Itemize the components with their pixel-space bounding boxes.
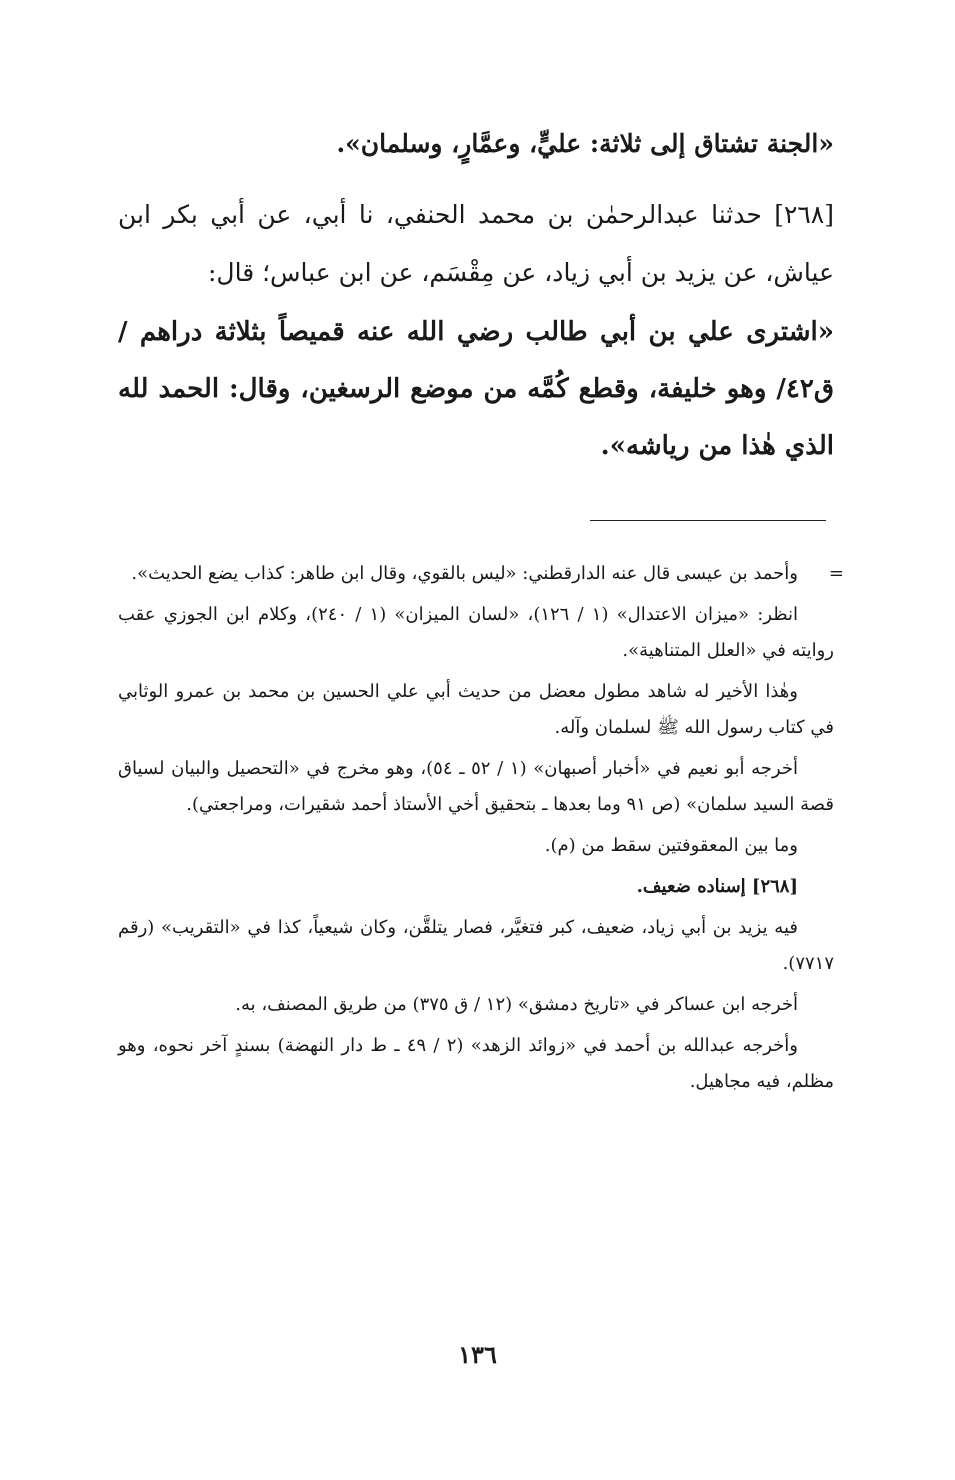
footnote-paragraph: انظر: «ميزان الاعتدال» (١ / ١٢٦)، «لسان الميزان» (١ / ٢٤٠)، وكلام ابن الجوزي عقب روايته في «العلل المتناهية». — [118, 604, 834, 661]
footnote-paragraph: فيه يزيد بن أبي زياد، ضعيف، كبر فتغيَّر، فصار يتلقَّن، وكان شيعياً، كذا في «التقريب» (رقم ٧٧١٧). — [118, 917, 834, 974]
hadith-267-ending — [118, 124, 834, 164]
isnad-text: حدثنا عبدالرحمٰن بن محمد الحنفي، نا أبي، عن أبي بكر ابن عياش، عن يزيد بن أبي زياد، عن مِقْسَم، عن ابن عباس؛ قال: — [118, 200, 834, 287]
footnote-separator — [590, 520, 826, 521]
hadith-number: [٢٦٨] — [774, 200, 835, 229]
matn-text: «اشترى علي بن أبي طالب رضي الله عنه قميصاً بثلاثة دراهم /ق٤٢/ وهو خليفة، وقطع كُمَّه من موضع الرسغين، وقال: الحمد لله الذي هٰذا من رياشه». — [118, 317, 835, 461]
footnote-paragraph: وهٰذا الأخير له شاهد مطول معضل من حديث أبي علي الحسين بن محمد بن عمرو الوثابي في كتاب رسول الله ﷺ لسلمان وآله. — [118, 681, 834, 738]
hadith-268-matn — [118, 304, 834, 475]
footnote-paragraph: وما بين المعقوفتين سقط من (م). — [544, 835, 798, 856]
hadith-267-text: «الجنة تشتاق إلى ثلاثة: عليٍّ، وعمَّارٍ، وسلمان». — [336, 129, 834, 158]
continuation-mark: = — [828, 563, 844, 584]
footnote-paragraph: أخرجه أبو نعيم في «أخبار أصبهان» (١ / ٥٢ ـ ٥٤)، وهو مخرج في «التحصيل والبيان لسياق قصة السيد سلمان» (ص ٩١ وما بعدها ـ بتحقيق أخي الأستاذ أحمد شقيرات، ومراجعتي). — [118, 758, 834, 815]
page-number: ١٣٦ — [458, 1340, 497, 1369]
footnote-paragraph: وأحمد بن عيسى قال عنه الدارقطني: «ليس بالقوي، وقال ابن طاهر: كذاب يضع الحديث». — [131, 563, 798, 584]
hadith-268-isnad — [118, 186, 834, 302]
footnote-paragraph: وأخرجه عبدالله بن أحمد في «زوائد الزهد» (٢ / ٤٩ ـ ط دار النهضة) بسندٍ آخر نحوه، وهو مظلم، فيه مجاهيل. — [118, 1035, 834, 1092]
footnote-heading: [٢٦٨] إسناده ضعيف. — [636, 876, 798, 897]
footnote-paragraph: أخرجه ابن عساكر في «تاريخ دمشق» (١٢ / ق ٣٧٥) من طريق المصنف، به. — [235, 994, 798, 1015]
footnotes — [118, 556, 844, 1105]
